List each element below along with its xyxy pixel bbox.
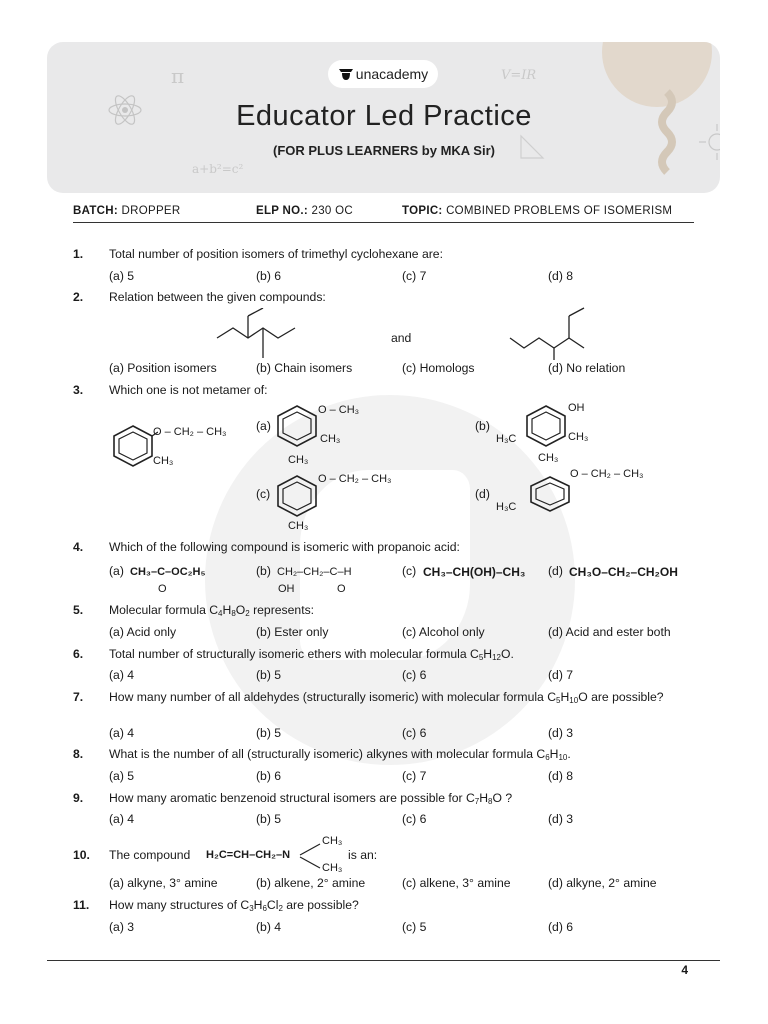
q9-option-a[interactable]: (a) 4	[109, 812, 135, 826]
unacademy-logo-icon	[338, 67, 354, 81]
q3-a-substituent: O – CH₃	[318, 404, 360, 416]
q3-d-benzene-ring	[526, 476, 574, 512]
elp-label: ELP NO.:	[256, 205, 309, 217]
q2-option-b[interactable]: (b) Chain isomers	[256, 361, 353, 375]
question-text: Which of the following compound is isomeric with propanoic acid:	[109, 540, 460, 554]
q8-option-a[interactable]: (a) 5	[109, 769, 135, 783]
q9-option-c[interactable]: (c) 6	[402, 812, 427, 826]
question-text: How many aromatic benzenoid structural isomers are possible for $C_7H_8O$ ?	[109, 791, 513, 806]
question-number: 4.	[73, 540, 84, 554]
q5-option-b[interactable]: (b) Ester only	[256, 625, 329, 639]
q3-b-h3c: H₃C	[496, 433, 517, 445]
question-number: 11.	[73, 898, 90, 912]
question-text: Which one is not metamer of:	[109, 383, 268, 397]
equation-decoration: a+b²=c²	[192, 162, 244, 176]
q1-option-d[interactable]: (d) 8	[548, 269, 574, 283]
q3-option-c[interactable]: (c)	[256, 487, 271, 501]
question-text: What is the number of all (structurally isomeric) alkynes with molecular formula $C_6H_{10}$.	[109, 747, 571, 762]
question-text: Molecular formula $C_4H_8O_2$ represents:	[109, 603, 315, 618]
q10-option-c[interactable]: (c) alkene, 3° amine	[402, 876, 511, 890]
q3-d-h3c: H₃C	[496, 501, 517, 513]
q10-formula: H₂C=CH–CH₂–N	[206, 849, 291, 861]
q3-c-benzene-ring	[273, 474, 321, 518]
q6-option-d[interactable]: (d) 7	[548, 668, 574, 682]
q3-option-b[interactable]: (b)	[475, 419, 490, 433]
q3-main-substituent: O – CH₂ – CH₃	[153, 426, 227, 438]
q6-option-a[interactable]: (a) 4	[109, 668, 135, 682]
q6-option-c[interactable]: (c) 6	[402, 668, 427, 682]
question-text: The compound	[109, 848, 191, 862]
q11-option-d[interactable]: (d) 6	[548, 920, 574, 934]
q4-b-formula: CH₂–CH₂–C–H	[277, 566, 352, 578]
question-number: 6.	[73, 647, 84, 661]
question-text: Total number of structurally isomeric ethers with molecular formula $C_5H_{12}O$.	[109, 647, 514, 662]
topic-info	[402, 205, 672, 217]
q3-d-substituent: O – CH₂ – CH₃	[570, 468, 644, 480]
q3-main-benzene-ring	[108, 424, 158, 468]
q1-option-c[interactable]: (c) 7	[402, 269, 427, 283]
question-number: 3.	[73, 383, 84, 397]
q4-b-hydroxyl: OH	[278, 583, 295, 595]
q2-option-d[interactable]: (d) No relation	[548, 361, 626, 375]
q4-option-c[interactable]: (c)	[402, 564, 417, 578]
q3-a-benzene-ring	[273, 404, 321, 448]
q5-option-a[interactable]: (a) Acid only	[109, 625, 177, 639]
q10-ch3-top: CH₃	[322, 835, 343, 847]
footer-divider	[47, 960, 720, 961]
q7-option-d[interactable]: (d) 3	[548, 726, 574, 740]
q3-a-ch3-bottom: CH₃	[288, 454, 309, 466]
q4-a-oxygen: O	[158, 583, 167, 595]
question-text: Relation between the given compounds:	[109, 290, 326, 304]
page-subtitle: (FOR PLUS LEARNERS by MKA Sir)	[273, 143, 495, 158]
q11-option-a[interactable]: (a) 3	[109, 920, 135, 934]
q4-d-formula: CH₃O–CH₂–CH₂OH	[569, 565, 678, 579]
q2-and-text: and	[391, 331, 412, 345]
question-number: 10.	[73, 848, 90, 862]
q10-option-b[interactable]: (b) alkene, 2° amine	[256, 876, 366, 890]
q9-option-b[interactable]: (b) 5	[256, 812, 282, 826]
q3-option-d[interactable]: (d)	[475, 487, 490, 501]
question-number: 7.	[73, 690, 84, 704]
q3-a-ch3-right: CH₃	[320, 433, 341, 445]
q11-option-c[interactable]: (c) 5	[402, 920, 427, 934]
q7-option-b[interactable]: (b) 5	[256, 726, 282, 740]
q8-option-d[interactable]: (d) 8	[548, 769, 574, 783]
q9-option-d[interactable]: (d) 3	[548, 812, 574, 826]
q4-b-oxygen: O	[337, 583, 346, 595]
page-number: 4	[681, 963, 688, 977]
topic-value: COMBINED PROBLEMS OF ISOMERISM	[446, 205, 673, 217]
q1-option-b[interactable]: (b) 6	[256, 269, 282, 283]
q3-b-oh: OH	[568, 402, 585, 414]
q8-option-c[interactable]: (c) 7	[402, 769, 427, 783]
question-text: Total number of position isomers of trimethyl cyclohexane are:	[109, 247, 443, 261]
meta-divider	[73, 222, 694, 223]
q4-option-a[interactable]: (a)	[109, 564, 124, 578]
question-number: 2.	[73, 290, 84, 304]
q5-option-d[interactable]: (d) Acid and ester both	[548, 625, 671, 639]
question-number: 8.	[73, 747, 84, 761]
q4-option-b[interactable]: (b)	[256, 564, 271, 578]
elp-info	[256, 205, 353, 217]
q6-option-b[interactable]: (b) 5	[256, 668, 282, 682]
q3-option-a[interactable]: (a)	[256, 419, 271, 433]
elp-value: 230 OC	[311, 205, 353, 217]
batch-label: BATCH:	[73, 205, 119, 217]
q7-option-c[interactable]: (c) 6	[402, 726, 427, 740]
q3-b-ch3-bottom: CH₃	[538, 452, 559, 464]
q10-option-d[interactable]: (d) alkyne, 2° amine	[548, 876, 657, 890]
pi-decoration: π	[171, 64, 185, 88]
q10-ch3-bottom: CH₃	[322, 862, 343, 874]
compound-1-structure	[215, 308, 315, 360]
question-number: 9.	[73, 791, 84, 805]
q3-main-ch3: CH₃	[153, 455, 174, 467]
q3-c-ch3: CH₃	[288, 520, 309, 532]
question-number: 5.	[73, 603, 84, 617]
q3-c-substituent: O – CH₂ – CH₃	[318, 473, 392, 485]
vir-decoration: V=IR	[501, 68, 537, 83]
question-text: How many number of all aldehydes (structurally isomeric) with molecular formula $C_5H_{10}O$ are possible?	[109, 690, 664, 705]
q8-option-b[interactable]: (b) 6	[256, 769, 282, 783]
q4-c-formula: CH₃–CH(OH)–CH₃	[423, 565, 526, 579]
q1-option-a[interactable]: (a) 5	[109, 269, 135, 283]
batch-info	[73, 205, 181, 217]
q4-option-d[interactable]: (d)	[548, 564, 563, 578]
q11-option-b[interactable]: (b) 4	[256, 920, 282, 934]
topic-label: TOPIC:	[402, 205, 443, 217]
page-title: Educator Led Practice	[236, 100, 532, 132]
q2-option-c[interactable]: (c) Homologs	[402, 361, 475, 375]
batch-value: DROPPER	[121, 205, 181, 217]
logo-text: unacademy	[355, 66, 429, 82]
q7-option-a[interactable]: (a) 4	[109, 726, 135, 740]
question-text: How many structures of $C_3H_6Cl_2$ are possible?	[109, 898, 359, 913]
q3-b-benzene-ring	[522, 404, 570, 448]
q10-option-a[interactable]: (a) alkyne, 3° amine	[109, 876, 218, 890]
compound-2-structure	[508, 306, 593, 361]
q3-b-ch3-right: CH₃	[568, 431, 589, 443]
unacademy-logo	[328, 60, 438, 88]
q4-a-formula: CH₃–C–OC₂H₅	[130, 566, 206, 578]
q5-option-c[interactable]: (c) Alcohol only	[402, 625, 485, 639]
q10-text-post: is an:	[348, 848, 378, 862]
question-number: 1.	[73, 247, 84, 261]
q2-option-a[interactable]: (a) Position isomers	[109, 361, 217, 375]
